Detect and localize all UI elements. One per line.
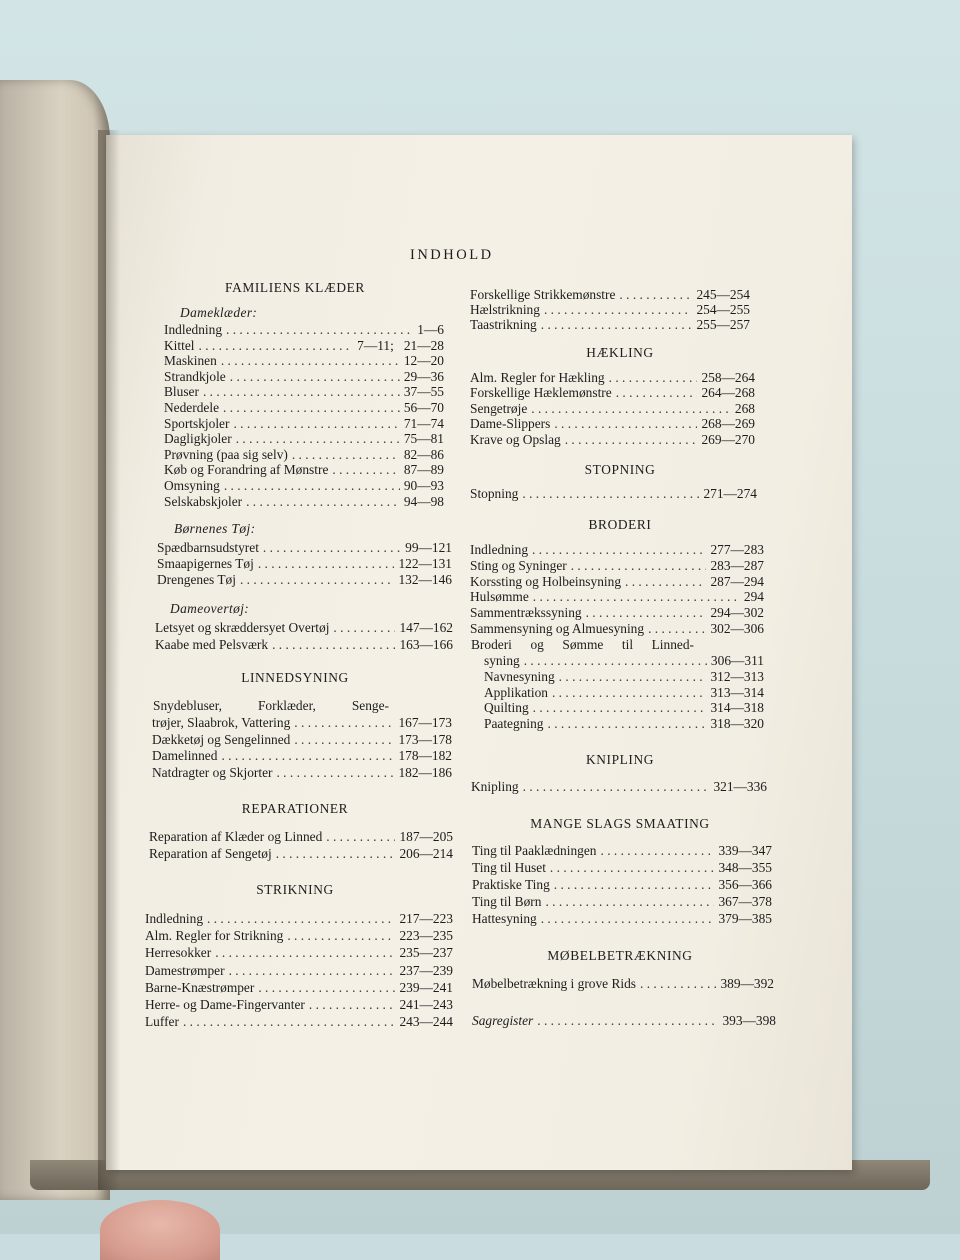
toc-entry-pages: 163—166	[399, 636, 453, 652]
leader-dots	[554, 416, 697, 432]
leader-dots	[236, 431, 400, 447]
leader-dots	[233, 416, 399, 432]
leader-dots	[240, 572, 394, 588]
toc-entry	[470, 317, 750, 333]
section-heading: STRIKNING	[256, 882, 334, 897]
toc-entry-pages: 37—55	[403, 384, 444, 400]
toc-entry-pages: 178—182	[398, 748, 452, 763]
toc-entry-pages: 271—274	[703, 486, 757, 501]
toc-entry-text: Sagregister	[472, 1013, 534, 1028]
section-heading: LINNEDSYNING	[241, 670, 349, 685]
toc-entry-pages: 318—320	[710, 716, 764, 732]
toc-entry-text: Ting til Børn	[472, 894, 542, 909]
toc-entry	[145, 997, 453, 1013]
toc-entry-pages: 99—121	[405, 540, 452, 555]
leader-dots	[333, 620, 395, 636]
toc-entry-text: Indledning	[145, 911, 204, 926]
section-heading: KNIPLING	[585, 752, 655, 767]
toc-entry-text: Reparation af Sengetøj	[149, 846, 272, 861]
toc-entry-pages: 187—205	[399, 829, 453, 844]
toc-entry	[470, 432, 755, 448]
toc-entry-pages: 258—264	[701, 370, 755, 385]
leader-dots	[544, 302, 693, 318]
toc-entry	[472, 976, 774, 992]
toc-entry-text: Taastrikning	[470, 317, 537, 332]
toc-entry	[470, 287, 750, 303]
toc-entry	[145, 1014, 453, 1030]
toc-entry	[164, 322, 444, 338]
leader-dots	[326, 829, 395, 845]
toc-entry-pages: 348—355	[718, 860, 772, 875]
leader-dots	[531, 401, 731, 417]
section-heading: HÆKLING	[586, 345, 654, 360]
toc-entry-text: Drengenes Tøj	[157, 571, 236, 587]
toc-entry-text: Dame-Slippers	[470, 416, 551, 432]
section-heading: BRODERI	[588, 517, 652, 532]
leader-dots	[223, 400, 400, 416]
leader-dots	[554, 877, 715, 893]
toc-entry-text: Dækketøj og Sengelinned	[152, 731, 291, 747]
toc-entry	[164, 384, 444, 400]
leader-dots	[258, 980, 395, 996]
toc-entry-pages: 167—173	[398, 715, 452, 730]
toc-entry-pages: 367—378	[718, 894, 772, 909]
subsection-heading: Børnenes Tøj:	[174, 521, 256, 536]
toc-entry	[472, 860, 772, 876]
toc-entry	[484, 653, 764, 669]
toc-entry-pages: 389—392	[720, 976, 774, 991]
toc-entry	[472, 911, 772, 927]
toc-entry-pages: 255—257	[696, 317, 750, 332]
toc-entry-text: Kittel	[164, 337, 195, 353]
toc-entry-pages: 254—255	[696, 302, 750, 317]
toc-entry	[470, 385, 755, 401]
leader-dots	[276, 765, 394, 781]
leader-dots	[523, 779, 710, 795]
toc-entry-pages: 206—214	[399, 846, 453, 861]
toc-entry	[472, 843, 772, 859]
toc-entry	[470, 558, 764, 574]
leader-dots	[199, 338, 354, 354]
toc-entry-text: Applikation	[484, 684, 548, 700]
section-heading: REPARATIONER	[241, 801, 349, 816]
toc-entry-pages: 241—243	[399, 997, 453, 1012]
toc-entry-pages: 56—70	[403, 400, 444, 415]
leader-dots	[258, 556, 395, 572]
toc-entry-pages: 12—20	[403, 353, 444, 369]
toc-entry	[484, 685, 764, 701]
leader-dots	[524, 653, 707, 669]
toc-entry-text: Smaapigernes Tøj	[157, 555, 254, 571]
toc-entry-text: syning	[484, 653, 520, 668]
toc-entry	[152, 765, 452, 781]
toc-entry	[470, 370, 755, 386]
toc-entry-text: Damelinned	[152, 748, 218, 763]
toc-entry	[470, 574, 764, 590]
leader-dots	[533, 700, 707, 716]
leader-dots	[552, 685, 706, 701]
leader-dots	[522, 486, 699, 502]
leader-dots	[586, 605, 707, 621]
toc-entry-pages: 294—302	[710, 605, 764, 621]
toc-entry-pages: 235—237	[399, 945, 453, 961]
toc-entry	[149, 829, 453, 845]
toc-entry	[157, 556, 452, 572]
toc-entry-text: Paategning	[484, 716, 544, 732]
toc-entry-text: Reparation af Klæder og Linned	[149, 829, 323, 844]
toc-entry-pages: 75—81	[403, 431, 444, 447]
toc-entry-pages: 122—131	[398, 555, 452, 571]
toc-entry	[164, 462, 444, 478]
toc-entry	[164, 478, 444, 494]
leader-dots	[207, 911, 395, 927]
toc-entry-text: trøjer, Slaabrok, Vattering	[152, 715, 291, 730]
toc-entry	[145, 945, 453, 961]
toc-entry-pages: 182—186	[398, 764, 452, 780]
leader-dots	[332, 462, 399, 478]
page-title: INDHOLD	[410, 247, 494, 263]
toc-entry-text: Strandkjole	[164, 368, 226, 384]
leader-dots	[532, 542, 706, 558]
toc-entry-pages: 268—269	[701, 416, 755, 432]
toc-entry	[470, 302, 750, 318]
leader-dots	[545, 894, 714, 910]
toc-entry-text: Møbelbetrækning i grove Rids	[472, 976, 637, 991]
toc-entry	[164, 353, 444, 369]
toc-entry	[152, 748, 452, 764]
toc-entry-pages: 277—283	[710, 542, 764, 557]
toc-entry-text: Sportskjoler	[164, 415, 230, 431]
toc-entry	[145, 911, 453, 927]
toc-entry	[470, 416, 755, 432]
leader-dots	[541, 911, 715, 927]
toc-entry-pages: 7—11;	[357, 337, 394, 353]
toc-entry-pages: 147—162	[399, 620, 453, 635]
toc-entry-text: Selskabskjoler	[164, 493, 243, 509]
toc-entry-pages: 393—398	[722, 1013, 776, 1028]
leader-dots	[548, 716, 707, 732]
toc-entry-text: Navnesyning	[484, 668, 555, 684]
toc-entry-pages: 264—268	[701, 385, 755, 401]
leader-dots	[565, 432, 698, 448]
toc-entry-pages: 173—178	[398, 731, 452, 747]
leader-dots	[309, 997, 396, 1013]
toc-entry-pages: 287—294	[710, 573, 764, 589]
leader-dots	[571, 558, 707, 574]
toc-entry-text: Indledning	[470, 542, 529, 557]
toc-entry-text: Maskinen	[164, 353, 217, 369]
leader-dots	[640, 976, 716, 992]
toc-entry-pages: 312—313	[710, 668, 764, 684]
leader-dots	[609, 370, 698, 386]
toc-entry-text: Letsyet og skræddersyet Overtøj	[155, 620, 330, 635]
toc-entry	[472, 894, 772, 910]
toc-entry-pages: 132—146	[398, 571, 452, 587]
toc-entry-text: Hattesyning	[472, 911, 537, 926]
section-heading: STOPNING	[584, 462, 656, 477]
toc-entry	[145, 980, 453, 996]
leader-dots	[272, 637, 395, 653]
leader-dots	[619, 287, 692, 303]
toc-entry-pages: 237—239	[399, 962, 453, 978]
toc-entry-text: Snydebluser, Forklæder, Senge-	[153, 698, 389, 713]
toc-entry	[157, 540, 452, 556]
leader-dots	[263, 540, 401, 556]
toc-entry-pages: 243—244	[399, 1014, 453, 1030]
toc-entry-text: Sammensyning og Almuesyning	[470, 621, 645, 636]
toc-entry-pages: 223—235	[399, 928, 453, 944]
toc-entry-pages: 21—28	[403, 337, 444, 353]
toc-entry	[157, 572, 452, 588]
toc-entry-text: Indledning	[164, 322, 223, 337]
toc-entry-text: Knipling	[471, 779, 519, 794]
toc-entry	[484, 669, 764, 685]
toc-entry-pages: 269—270	[701, 431, 755, 447]
leader-dots	[246, 494, 400, 510]
toc-entry-text: Dagligkjoler	[164, 431, 232, 447]
leader-dots	[276, 846, 396, 862]
toc-entry	[164, 494, 444, 510]
toc-entry	[484, 716, 764, 732]
leader-dots	[537, 1013, 718, 1029]
leader-dots	[550, 860, 715, 876]
toc-entry-text: Krave og Opslag	[470, 431, 561, 447]
toc-entry-text: Luffer	[145, 1014, 179, 1030]
toc-entry-text: Sammentrækssyning	[470, 605, 582, 621]
toc-entry-pages: 379—385	[718, 911, 772, 926]
leader-dots	[229, 963, 396, 979]
leader-dots	[533, 589, 740, 605]
leader-dots	[226, 322, 413, 338]
toc-entry-pages: 313—314	[710, 684, 764, 700]
toc-entry-text: Sting og Syninger	[470, 557, 567, 573]
leader-dots	[294, 732, 394, 748]
leader-dots	[224, 478, 400, 494]
toc-entry-text: Quilting	[484, 700, 529, 716]
toc-entry	[152, 732, 452, 748]
toc-entry	[471, 779, 767, 795]
leader-dots	[541, 317, 693, 333]
toc-entry-text: Spædbarnsudstyret	[157, 540, 259, 555]
leader-dots	[616, 385, 698, 401]
toc-entry-pages: 302—306	[710, 621, 764, 636]
toc-entry-text: Alm. Regler for Strikning	[145, 928, 284, 944]
toc-entry-text: Hælstrikning	[470, 302, 540, 317]
toc-entry-text: Natdragter og Skjorter	[152, 764, 273, 780]
toc-entry-text: Barne-Knæstrømper	[145, 979, 255, 995]
toc-entry-pages: 321—336	[713, 779, 767, 794]
toc-entry	[484, 700, 764, 716]
toc-entry-pages: 29—36	[403, 368, 444, 384]
leader-dots	[287, 928, 395, 944]
section-heading: MØBELBETRÆKNING	[547, 948, 693, 963]
toc-entry-text: Nederdele	[164, 400, 220, 415]
toc-entry-text: Sengetrøje	[470, 400, 528, 416]
subsection-heading: Dameovertøj:	[170, 601, 250, 616]
leader-dots	[221, 748, 394, 764]
leader-dots	[230, 369, 400, 385]
subsection-heading: Dameklæder:	[180, 305, 258, 320]
section-heading: FAMILIENS KLÆDER	[225, 280, 365, 295]
toc-entry-pages: 1—6	[417, 322, 444, 337]
toc-entry	[470, 621, 764, 637]
toc-entry-text: Ting til Huset	[472, 860, 546, 875]
toc-entry-pages: 283—287	[710, 557, 764, 573]
toc-entry-text: Hulsømme	[470, 589, 529, 605]
toc-entry-pages: 339—347	[718, 843, 772, 858]
toc-entry-pages: 71—74	[403, 415, 444, 431]
toc-entry-text: Prøvning (paa sig selv)	[164, 446, 288, 462]
leader-dots	[648, 621, 706, 637]
leader-dots	[559, 669, 707, 685]
toc-entry-pages: 314—318	[710, 700, 764, 716]
toc-entry	[470, 589, 764, 605]
toc-entry-pages: 82—86	[403, 446, 444, 462]
toc-entry-text: Bluser	[164, 384, 199, 400]
toc-entry-pages: 87—89	[403, 462, 444, 478]
toc-entry	[470, 605, 764, 621]
leader-dots	[625, 574, 706, 590]
toc-entry-text: Herresokker	[145, 945, 212, 961]
leader-dots	[215, 945, 395, 961]
toc-entry-text: Broderi og Sømme til Linned-	[471, 637, 694, 652]
toc-entry	[470, 401, 755, 417]
toc-entry-text: Omsyning	[164, 478, 220, 493]
toc-entry	[152, 715, 452, 731]
toc-entry-pages: 294	[743, 589, 764, 605]
toc-entry	[164, 369, 444, 385]
section-heading: MANGE SLAGS SMAATING	[530, 816, 710, 831]
toc-entry	[164, 400, 444, 416]
toc-entry	[470, 486, 757, 502]
leader-dots	[203, 384, 400, 400]
toc-entry	[155, 620, 453, 636]
toc-entry-text: Ting til Paaklædningen	[472, 843, 597, 858]
toc-entry	[145, 963, 453, 979]
toc-entry-pages: 306—311	[710, 653, 764, 668]
toc-entry	[164, 431, 444, 447]
toc-entry	[149, 846, 453, 862]
toc-entry	[472, 1013, 776, 1029]
leader-dots	[294, 715, 394, 731]
leader-dots	[601, 843, 715, 859]
toc-entry	[470, 542, 764, 558]
toc-entry-pages: 268	[734, 400, 755, 416]
toc-entry-text: Forskellige Hæklemønstre	[470, 385, 612, 401]
toc-entry-pages: 356—366	[718, 877, 772, 892]
toc-entry-text: Kaabe med Pelsværk	[155, 636, 269, 652]
toc-entry-text: Praktiske Ting	[472, 877, 550, 892]
toc-entry-text: Stopning	[470, 486, 519, 501]
toc-entry	[164, 416, 444, 432]
toc-entry-pages: 245—254	[696, 287, 750, 302]
toc-entry-text: Korssting og Holbeinsyning	[470, 573, 622, 589]
toc-entry-text: Herre- og Dame-Fingervanter	[145, 997, 305, 1012]
leader-dots	[221, 353, 400, 369]
toc-entry-pages: 239—241	[399, 979, 453, 995]
toc-entry-text: Køb og Forandring af Mønstre	[164, 462, 329, 478]
toc-entry-pages: 217—223	[399, 911, 453, 926]
toc-entry-pages: 94—98	[403, 493, 444, 509]
toc-entry-text: Forskellige Strikkemønstre	[470, 287, 616, 302]
leader-dots	[183, 1014, 395, 1030]
toc-entry	[164, 338, 444, 354]
toc-entry	[472, 877, 772, 893]
toc-entry	[155, 637, 453, 653]
toc-entry-pages: 90—93	[403, 478, 444, 493]
toc-entry-text: Alm. Regler for Hækling	[470, 370, 605, 385]
toc-entry	[145, 928, 453, 944]
leader-dots	[292, 447, 400, 463]
toc-entry	[164, 447, 444, 463]
toc-entry-text: Damestrømper	[145, 962, 225, 978]
